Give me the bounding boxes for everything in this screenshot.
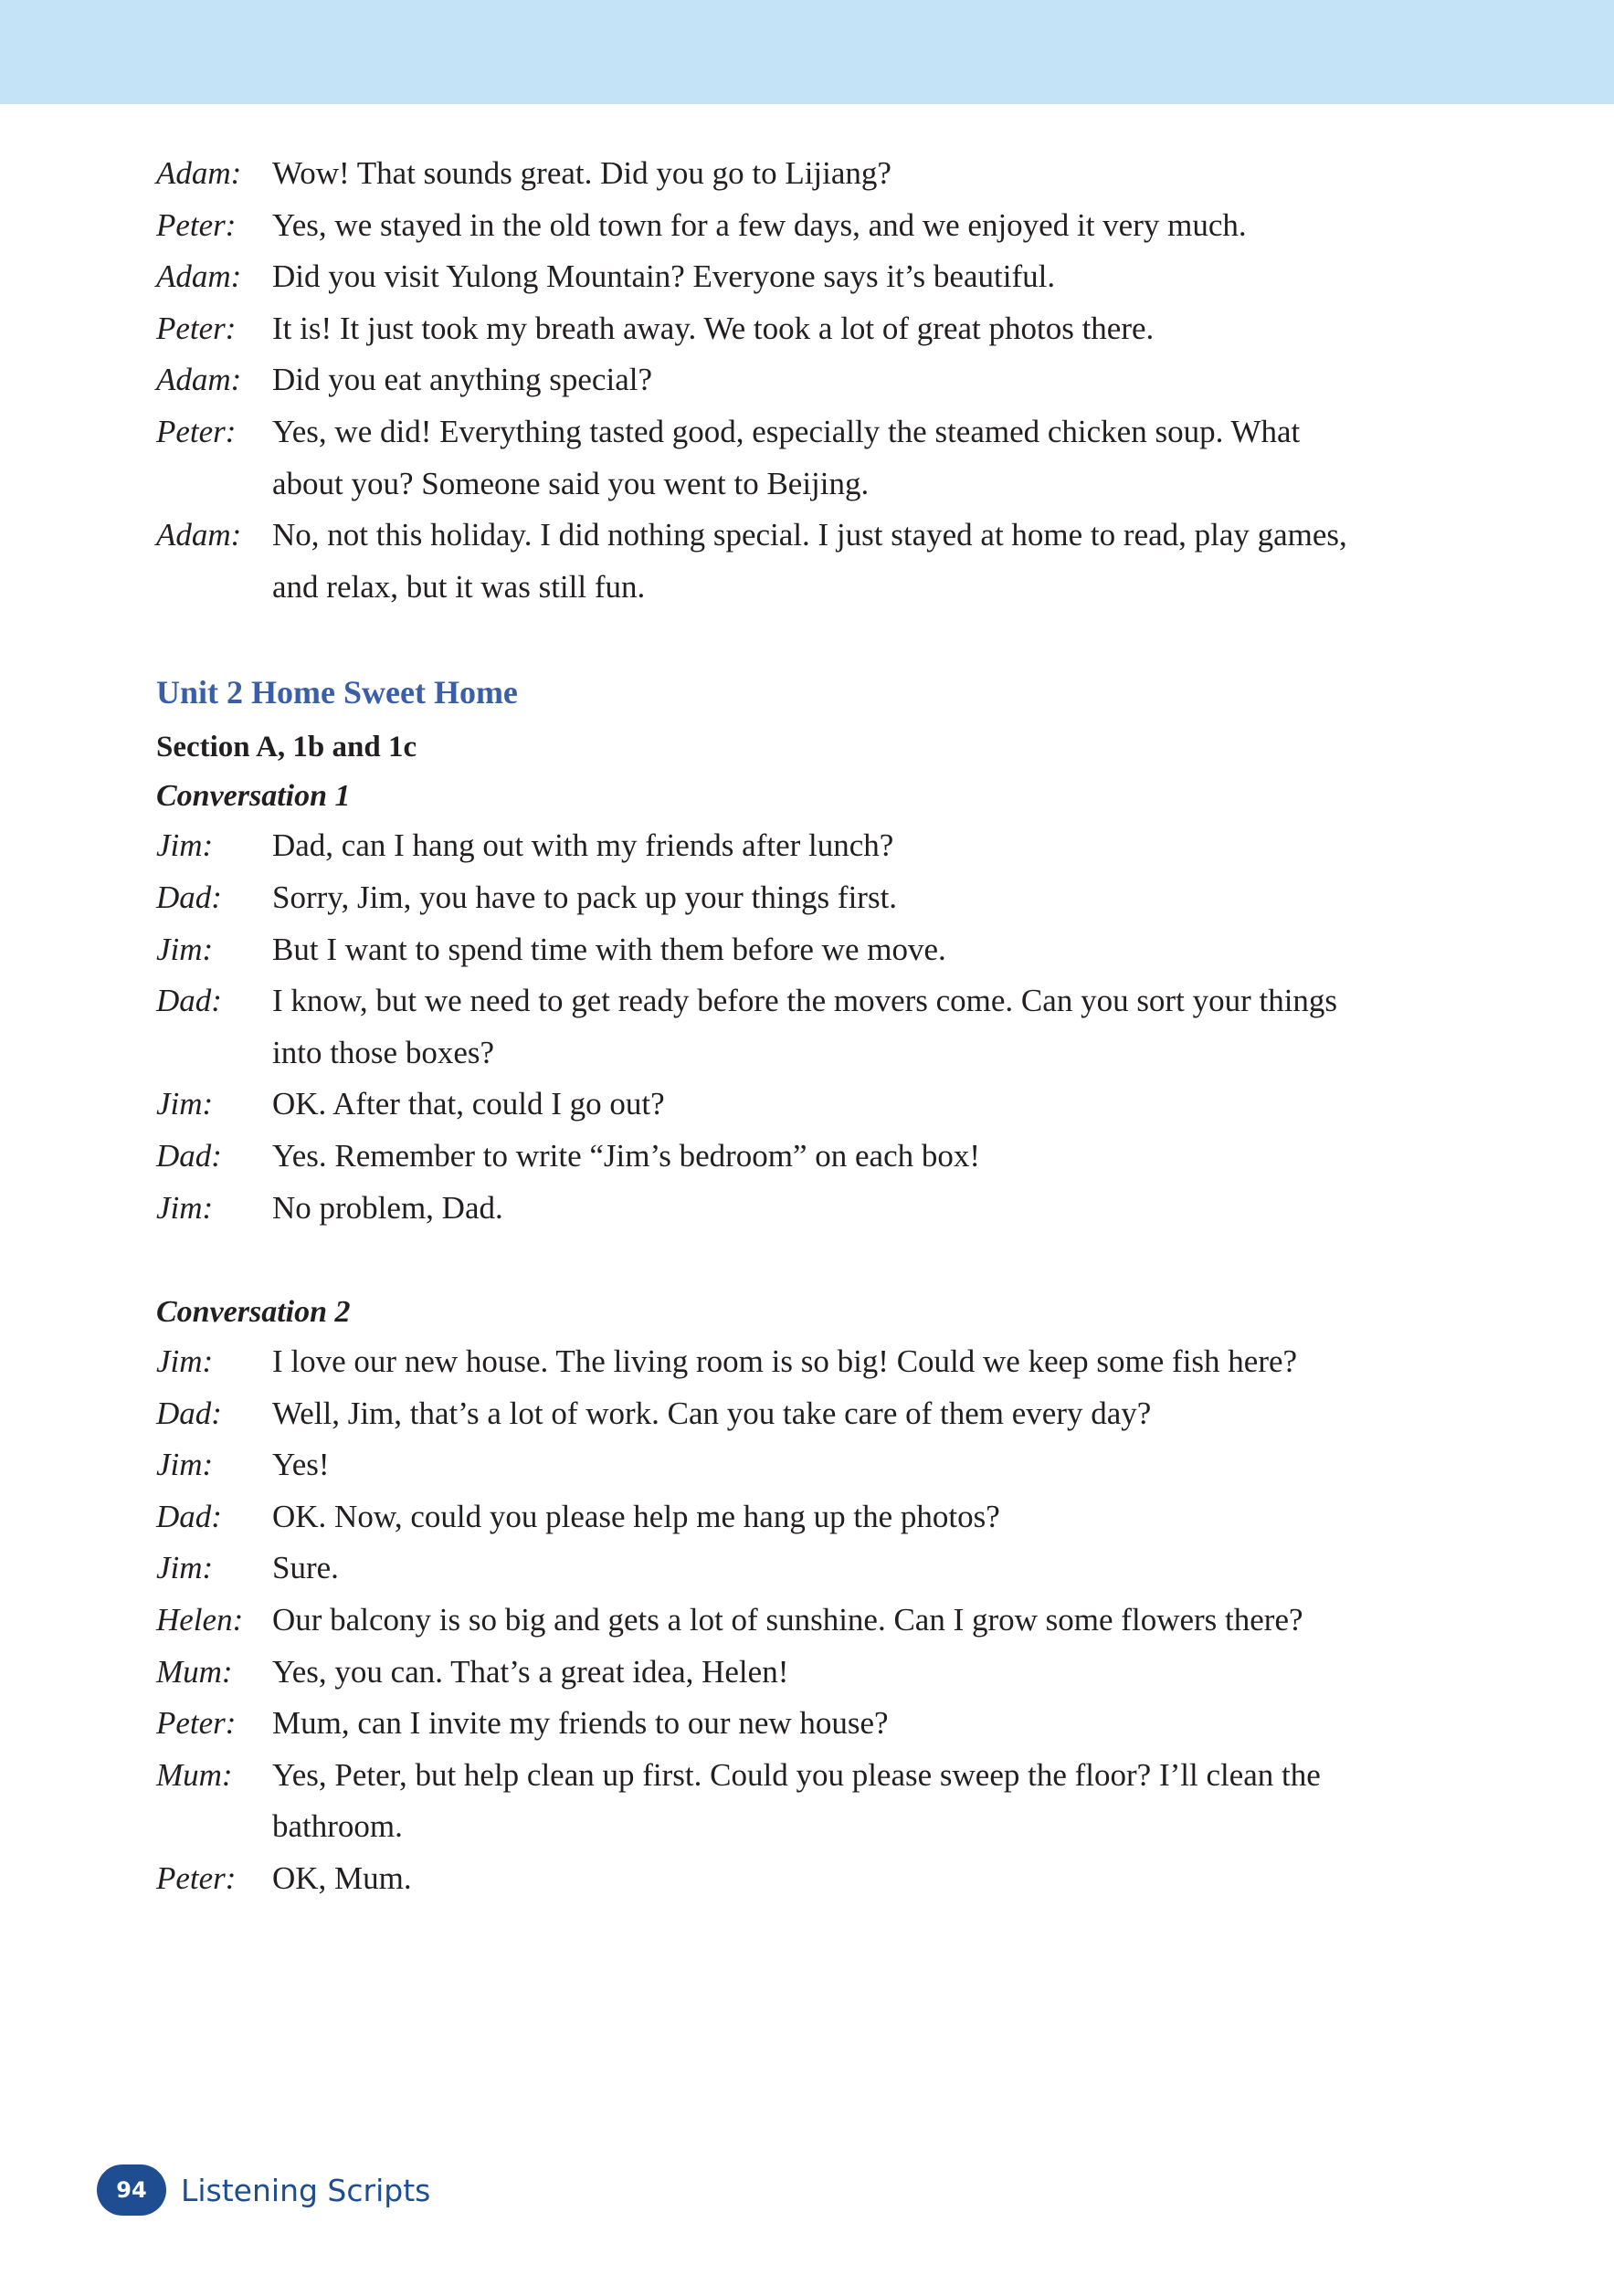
speaker-name: Adam: [156,362,242,398]
speaker-name: Peter: [156,1860,237,1897]
speaker-name: Jim: [156,1550,214,1586]
speaker-name: Mum: [156,1756,233,1793]
speaker-name: Jim: [156,1447,214,1483]
dialogue-text: I love our new house. The living room is so big! Could we keep some fish here? [272,1343,1298,1380]
dialogue-line [156,1131,1453,1183]
speaker-name: Jim: [156,827,214,864]
dialogue-text: Sure. [272,1550,339,1586]
dialogue-text: Yes, we did! Everything tasted good, especially the steamed chicken soup. What [272,413,1301,449]
unit-title: Unit 2 Home Sweet Home [156,674,518,711]
dialogue-text: Yes, Peter, but help clean up first. Could you please sweep the floor? I’ll clean the [272,1756,1321,1793]
speaker-name: Peter: [156,1705,237,1742]
dialogue-text-continued: about you? Someone said you went to Beijing. [272,465,870,501]
dialogue-text: Our balcony is so big and gets a lot of sunshine. Can I grow some flowers there? [272,1602,1303,1638]
speaker-name: Jim: [156,1086,214,1122]
dialogue-text: OK. Now, could you please help me hang up the photos? [272,1498,1000,1534]
listening-script-content [156,148,1453,1905]
dialogue-text: No problem, Dad. [272,1189,503,1226]
speaker-name: Peter: [156,206,237,243]
dialogue-text: Mum, can I invite my friends to our new house? [272,1705,889,1742]
conversation-2-dialogue [156,1336,1453,1905]
conversation-1-dialogue [156,820,1453,1234]
dialogue-line [156,148,1453,200]
dialogue-text: Yes, you can. That’s a great idea, Helen! [272,1653,789,1690]
dialogue-text: Yes. Remember to write “Jim’s bedroom” on each box! [272,1137,981,1174]
dialogue-text: Yes! [272,1447,330,1483]
speaker-name: Peter: [156,413,237,449]
speaker-name: Jim: [156,1343,214,1380]
dialogue-line [156,820,1453,872]
speaker-name: Dad: [156,1395,222,1431]
dialogue-text-continued: into those boxes? [272,1034,495,1070]
speaker-name: Mum: [156,1653,233,1690]
speaker-name: Jim: [156,931,214,967]
dialogue-text: No, not this holiday. I did nothing special. I just stayed at home to read, play games, [272,517,1347,553]
dialogue-line [156,406,1453,458]
conversation-2-title: Conversation 2 [156,1295,351,1330]
dialogue-text-continued: and relax, but it was still fun. [272,568,646,605]
dialogue-line [156,1853,1453,1905]
dialogue-line [156,1079,1453,1131]
dialogue-line [156,1595,1453,1647]
dialogue-line [156,1750,1453,1802]
footer-label: Listening Scripts [181,2172,431,2208]
intro-dialogue [156,148,1453,613]
dialogue-text: OK, Mum. [272,1860,412,1897]
dialogue-line [156,872,1453,924]
dialogue-line [156,1183,1453,1235]
dialogue-text: Well, Jim, that’s a lot of work. Can you take care of them every day? [272,1395,1152,1431]
header-band [0,0,1614,104]
speaker-name: Adam: [156,155,242,191]
speaker-name: Peter: [156,310,237,346]
dialogue-line [156,924,1453,976]
dialogue-line [156,975,1453,1027]
dialogue-line [156,1336,1453,1388]
dialogue-line [156,510,1453,562]
dialogue-text: But I want to spend time with them before we move. [272,931,946,967]
dialogue-text: Did you eat anything special? [272,362,652,398]
dialogue-text: I know, but we need to get ready before the movers come. Can you sort your things [272,983,1338,1019]
dialogue-text: OK. After that, could I go out? [272,1086,665,1122]
speaker-name: Dad: [156,983,222,1019]
dialogue-line [156,1698,1453,1750]
speaker-name: Helen: [156,1602,244,1638]
speaker-name: Dad: [156,879,222,915]
dialogue-line [156,354,1453,406]
section-title: Section A, 1b and 1c [156,731,417,764]
dialogue-line [156,200,1453,252]
dialogue-text: Sorry, Jim, you have to pack up your things first. [272,879,898,915]
dialogue-text: Did you visit Yulong Mountain? Everyone says it’s beautiful. [272,258,1056,295]
speaker-name: Dad: [156,1498,222,1534]
dialogue-line [156,251,1453,303]
dialogue-line [156,1388,1453,1440]
conversation-1-title: Conversation 1 [156,779,351,814]
dialogue-line [156,1543,1453,1595]
dialogue-line [156,303,1453,355]
speaker-name: Adam: [156,258,242,295]
dialogue-line [156,1439,1453,1491]
dialogue-text: Wow! That sounds great. Did you go to Lijiang? [272,155,891,191]
dialogue-text: Dad, can I hang out with my friends after lunch? [272,827,894,864]
page-number: 94 [97,2164,166,2216]
dialogue-line [156,1491,1453,1543]
speaker-name: Dad: [156,1137,222,1174]
dialogue-line [156,1647,1453,1699]
dialogue-text: Yes, we stayed in the old town for a few days, and we enjoyed it very much. [272,206,1247,243]
speaker-name: Jim: [156,1189,214,1226]
dialogue-text: It is! It just took my breath away. We took a lot of great photos there. [272,310,1155,346]
dialogue-text-continued: bathroom. [272,1808,403,1845]
page-footer [97,2164,430,2216]
speaker-name: Adam: [156,517,242,553]
